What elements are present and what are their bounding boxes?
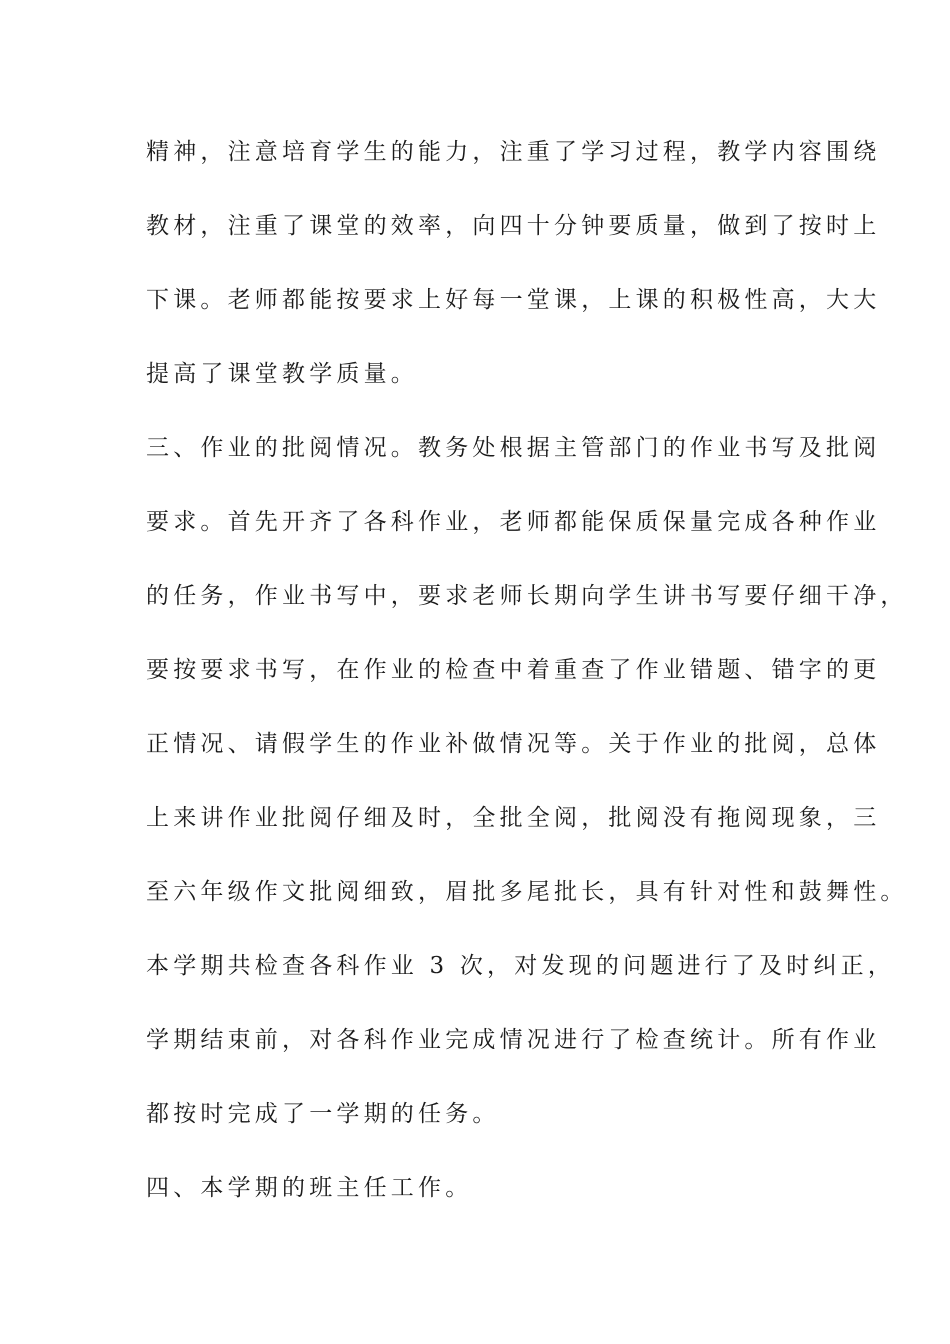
text-line: 都按时完成了一学期的任务。 [146,1101,500,1127]
text-line: 学期结束前，对各科作业完成情况进行了检查统计。所有作业 [146,1027,881,1053]
text-line: 要求。首先开齐了各科作业，老师都能保质保量完成各种作业 [146,509,881,535]
text-line: 上来讲作业批阅仔细及时，全批全阅，批阅没有拖阅现象，三 [146,805,881,831]
text-line: 的任务，作业书写中，要求老师长期向学生讲书写要仔细干净， [146,583,908,609]
text-line: 精神，注意培育学生的能力，注重了学习过程，教学内容围绕 [146,139,881,165]
text-line: 至六年级作文批阅细致，眉批多尾批长，具有针对性和鼓舞性。 [146,879,908,905]
text-line: 提高了课堂教学质量。 [146,361,418,387]
text-line: 下课。老师都能按要求上好每一堂课，上课的积极性高，大大 [146,287,881,313]
text-line: 正情况、请假学生的作业补做情况等。关于作业的批阅，总体 [146,731,881,757]
text-line: 教材，注重了课堂的效率，向四十分钟要质量，做到了按时上 [146,213,881,239]
text-line: 本学期共检查各科作业 3 次，对发现的问题进行了及时纠正， [146,953,896,979]
section-heading-3: 三、作业的批阅情况。教务处根据主管部门的作业书写及批阅 [146,435,881,461]
text-line: 要按要求书写，在作业的检查中着重查了作业错题、错字的更 [146,657,881,683]
section-heading-4: 四、本学期的班主任工作。 [146,1175,473,1201]
document-body [146,131,908,1241]
